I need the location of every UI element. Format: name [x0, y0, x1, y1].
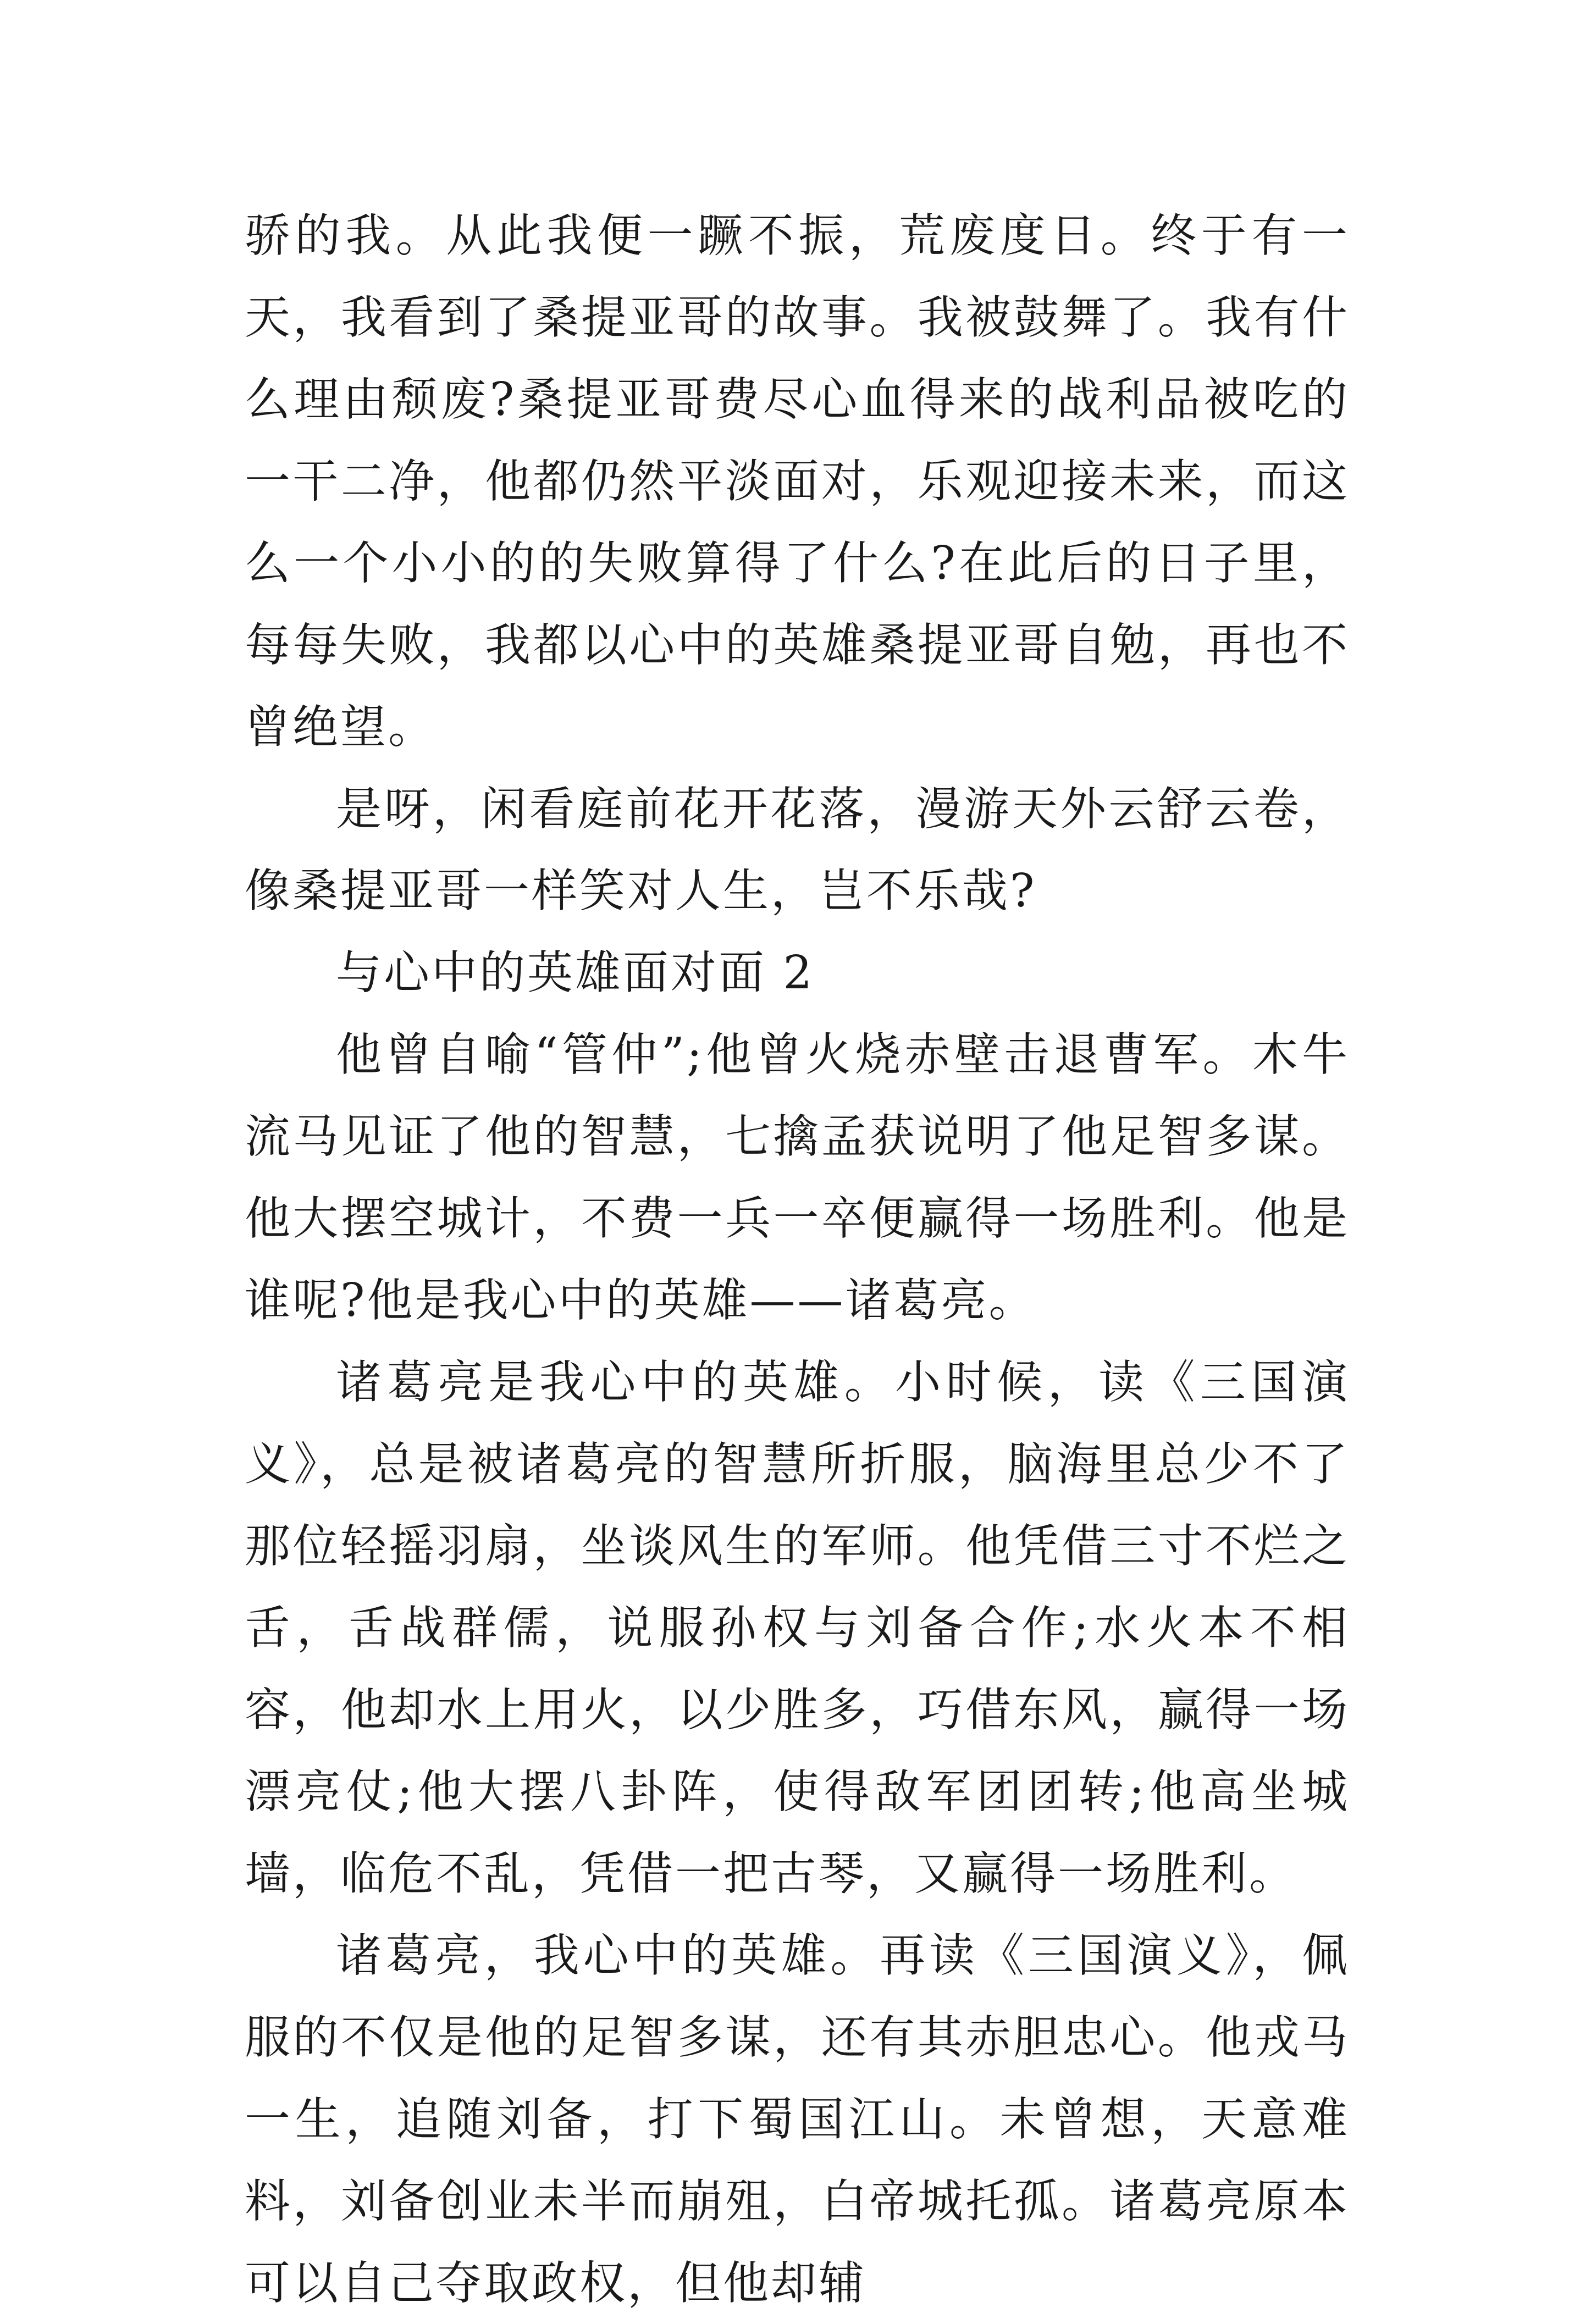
section-heading: 与心中的英雄面对面 2	[336, 946, 815, 999]
paragraph-continued: 骄的我。从此我便一蹶不振，荒废度日。终于有一天，我看到了桑提亚哥的故事。我被鼓舞了。我有什么理由颓废?桑提亚哥费尽心血得来的战利品被吃的一干二净，他都仍然平淡面对，乐观迎接未来，而这么一个小小的的失败算得了什么?在此后的日子里，每每失败，我都以心中的英雄桑提亚哥自勉，再也不曾绝望。	[245, 209, 1350, 754]
paragraph: 诸葛亮是我心中的英雄。小时候，读《三国演义》，总是被诸葛亮的智慧所折服，脑海里总少不了那位轻摇羽扇，坐谈风生的军师。他凭借三寸不烂之舌，舌战群儒，说服孙权与刘备合作;水火本不相容，他却水上用火，以少胜多，巧借东风，赢得一场漂亮仗;他大摆八卦阵，使得敌军团团转;他高坐城墙，临危不乱，凭借一把古琴，又赢得一场胜利。	[245, 1355, 1350, 1900]
body-text	[245, 195, 1350, 2324]
paragraph: 诸葛亮，我心中的英雄。再读《三国演义》，佩服的不仅是他的足智多谋，还有其赤胆忠心。他戎马一生，追随刘备，打下蜀国江山。未曾想，天意难料，刘备创业未半而崩殂，白帝城托孤。诸葛亮原本可以自己夺取政权，但他却辅	[245, 1929, 1350, 2310]
paragraph: 是呀，闲看庭前花开花落，漫游天外云舒云卷，像桑提亚哥一样笑对人生，岂不乐哉?	[245, 782, 1350, 917]
paragraph: 他曾自喻“管仲”;他曾火烧赤壁击退曹军。木牛流马见证了他的智慧，七擒孟获说明了他足智多谋。他大摆空城计，不费一兵一卒便赢得一场胜利。他是谁呢?他是我心中的英雄——诸葛亮。	[245, 1028, 1350, 1327]
